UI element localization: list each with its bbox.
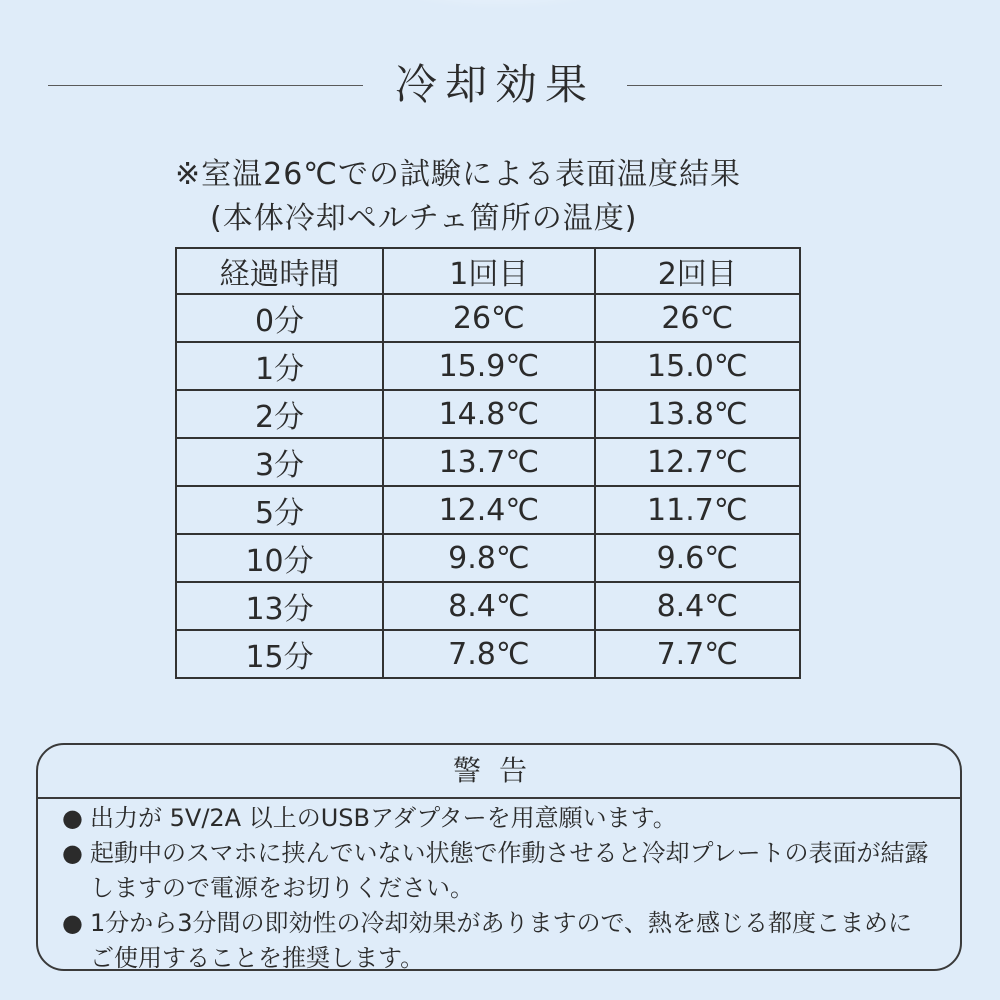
cell-trial-2: 26℃ xyxy=(595,294,800,342)
cell-trial-2: 9.6℃ xyxy=(595,534,800,582)
cell-time: 13分 xyxy=(176,582,383,630)
table-header-row xyxy=(176,248,800,294)
warning-title: 警告 xyxy=(452,754,545,787)
bullet-icon: ● xyxy=(62,909,83,937)
cell-trial-2: 11.7℃ xyxy=(595,486,800,534)
header-elapsed-time: 経過時間 xyxy=(176,248,383,294)
table-row xyxy=(176,390,800,438)
warning-list xyxy=(62,801,930,976)
warning-item-text: 出力が 5V/2A 以上のUSBアダプターを用意願います。 xyxy=(90,804,677,832)
cell-trial-2: 15.0℃ xyxy=(595,342,800,390)
cell-time: 0分 xyxy=(176,294,383,342)
section-header xyxy=(48,55,942,115)
warning-item xyxy=(62,801,930,836)
cell-trial-1: 8.4℃ xyxy=(383,582,594,630)
table-row xyxy=(176,534,800,582)
temperature-results-table xyxy=(175,247,801,679)
table-row xyxy=(176,438,800,486)
header-trial-2: 2回目 xyxy=(595,248,800,294)
cell-trial-1: 7.8℃ xyxy=(383,630,594,678)
cell-trial-1: 26℃ xyxy=(383,294,594,342)
cell-time: 1分 xyxy=(176,342,383,390)
table-row xyxy=(176,342,800,390)
table-row xyxy=(176,630,800,678)
cell-trial-1: 13.7℃ xyxy=(383,438,594,486)
table-row xyxy=(176,486,800,534)
table-row xyxy=(176,294,800,342)
warning-item xyxy=(62,836,930,906)
top-glow-decoration xyxy=(370,0,630,10)
title-divider-right xyxy=(627,85,942,86)
cell-time: 2分 xyxy=(176,390,383,438)
note-line-2: (本体冷却ペルチェ箇所の温度) xyxy=(210,201,638,236)
cell-time: 15分 xyxy=(176,630,383,678)
note-line-1: ※室温26℃での試験による表面温度結果 xyxy=(175,157,742,192)
cell-time: 5分 xyxy=(176,486,383,534)
warning-item xyxy=(62,906,930,976)
cell-time: 10分 xyxy=(176,534,383,582)
warning-divider xyxy=(38,797,960,799)
test-condition-note xyxy=(175,153,741,241)
table-row xyxy=(176,582,800,630)
warning-item-text: 起動中のスマホに挟んでいない状態で作動させると冷却プレートの表面が結露しますので電源をお切りください。 xyxy=(90,839,929,902)
cell-trial-1: 9.8℃ xyxy=(383,534,594,582)
warning-item-text: 1分から3分間の即効性の冷却効果がありますので、熱を感じる都度こまめにご使用することを推奨します。 xyxy=(90,909,913,972)
cell-trial-2: 12.7℃ xyxy=(595,438,800,486)
warning-box xyxy=(36,743,962,971)
header-trial-1: 1回目 xyxy=(383,248,594,294)
bullet-icon: ● xyxy=(62,804,83,832)
cell-trial-2: 8.4℃ xyxy=(595,582,800,630)
bullet-icon: ● xyxy=(62,839,83,867)
cell-trial-2: 7.7℃ xyxy=(595,630,800,678)
cell-trial-1: 15.9℃ xyxy=(383,342,594,390)
page-title: 冷却効果 xyxy=(394,60,595,109)
cell-trial-2: 13.8℃ xyxy=(595,390,800,438)
cell-trial-1: 14.8℃ xyxy=(383,390,594,438)
cell-trial-1: 12.4℃ xyxy=(383,486,594,534)
cell-time: 3分 xyxy=(176,438,383,486)
